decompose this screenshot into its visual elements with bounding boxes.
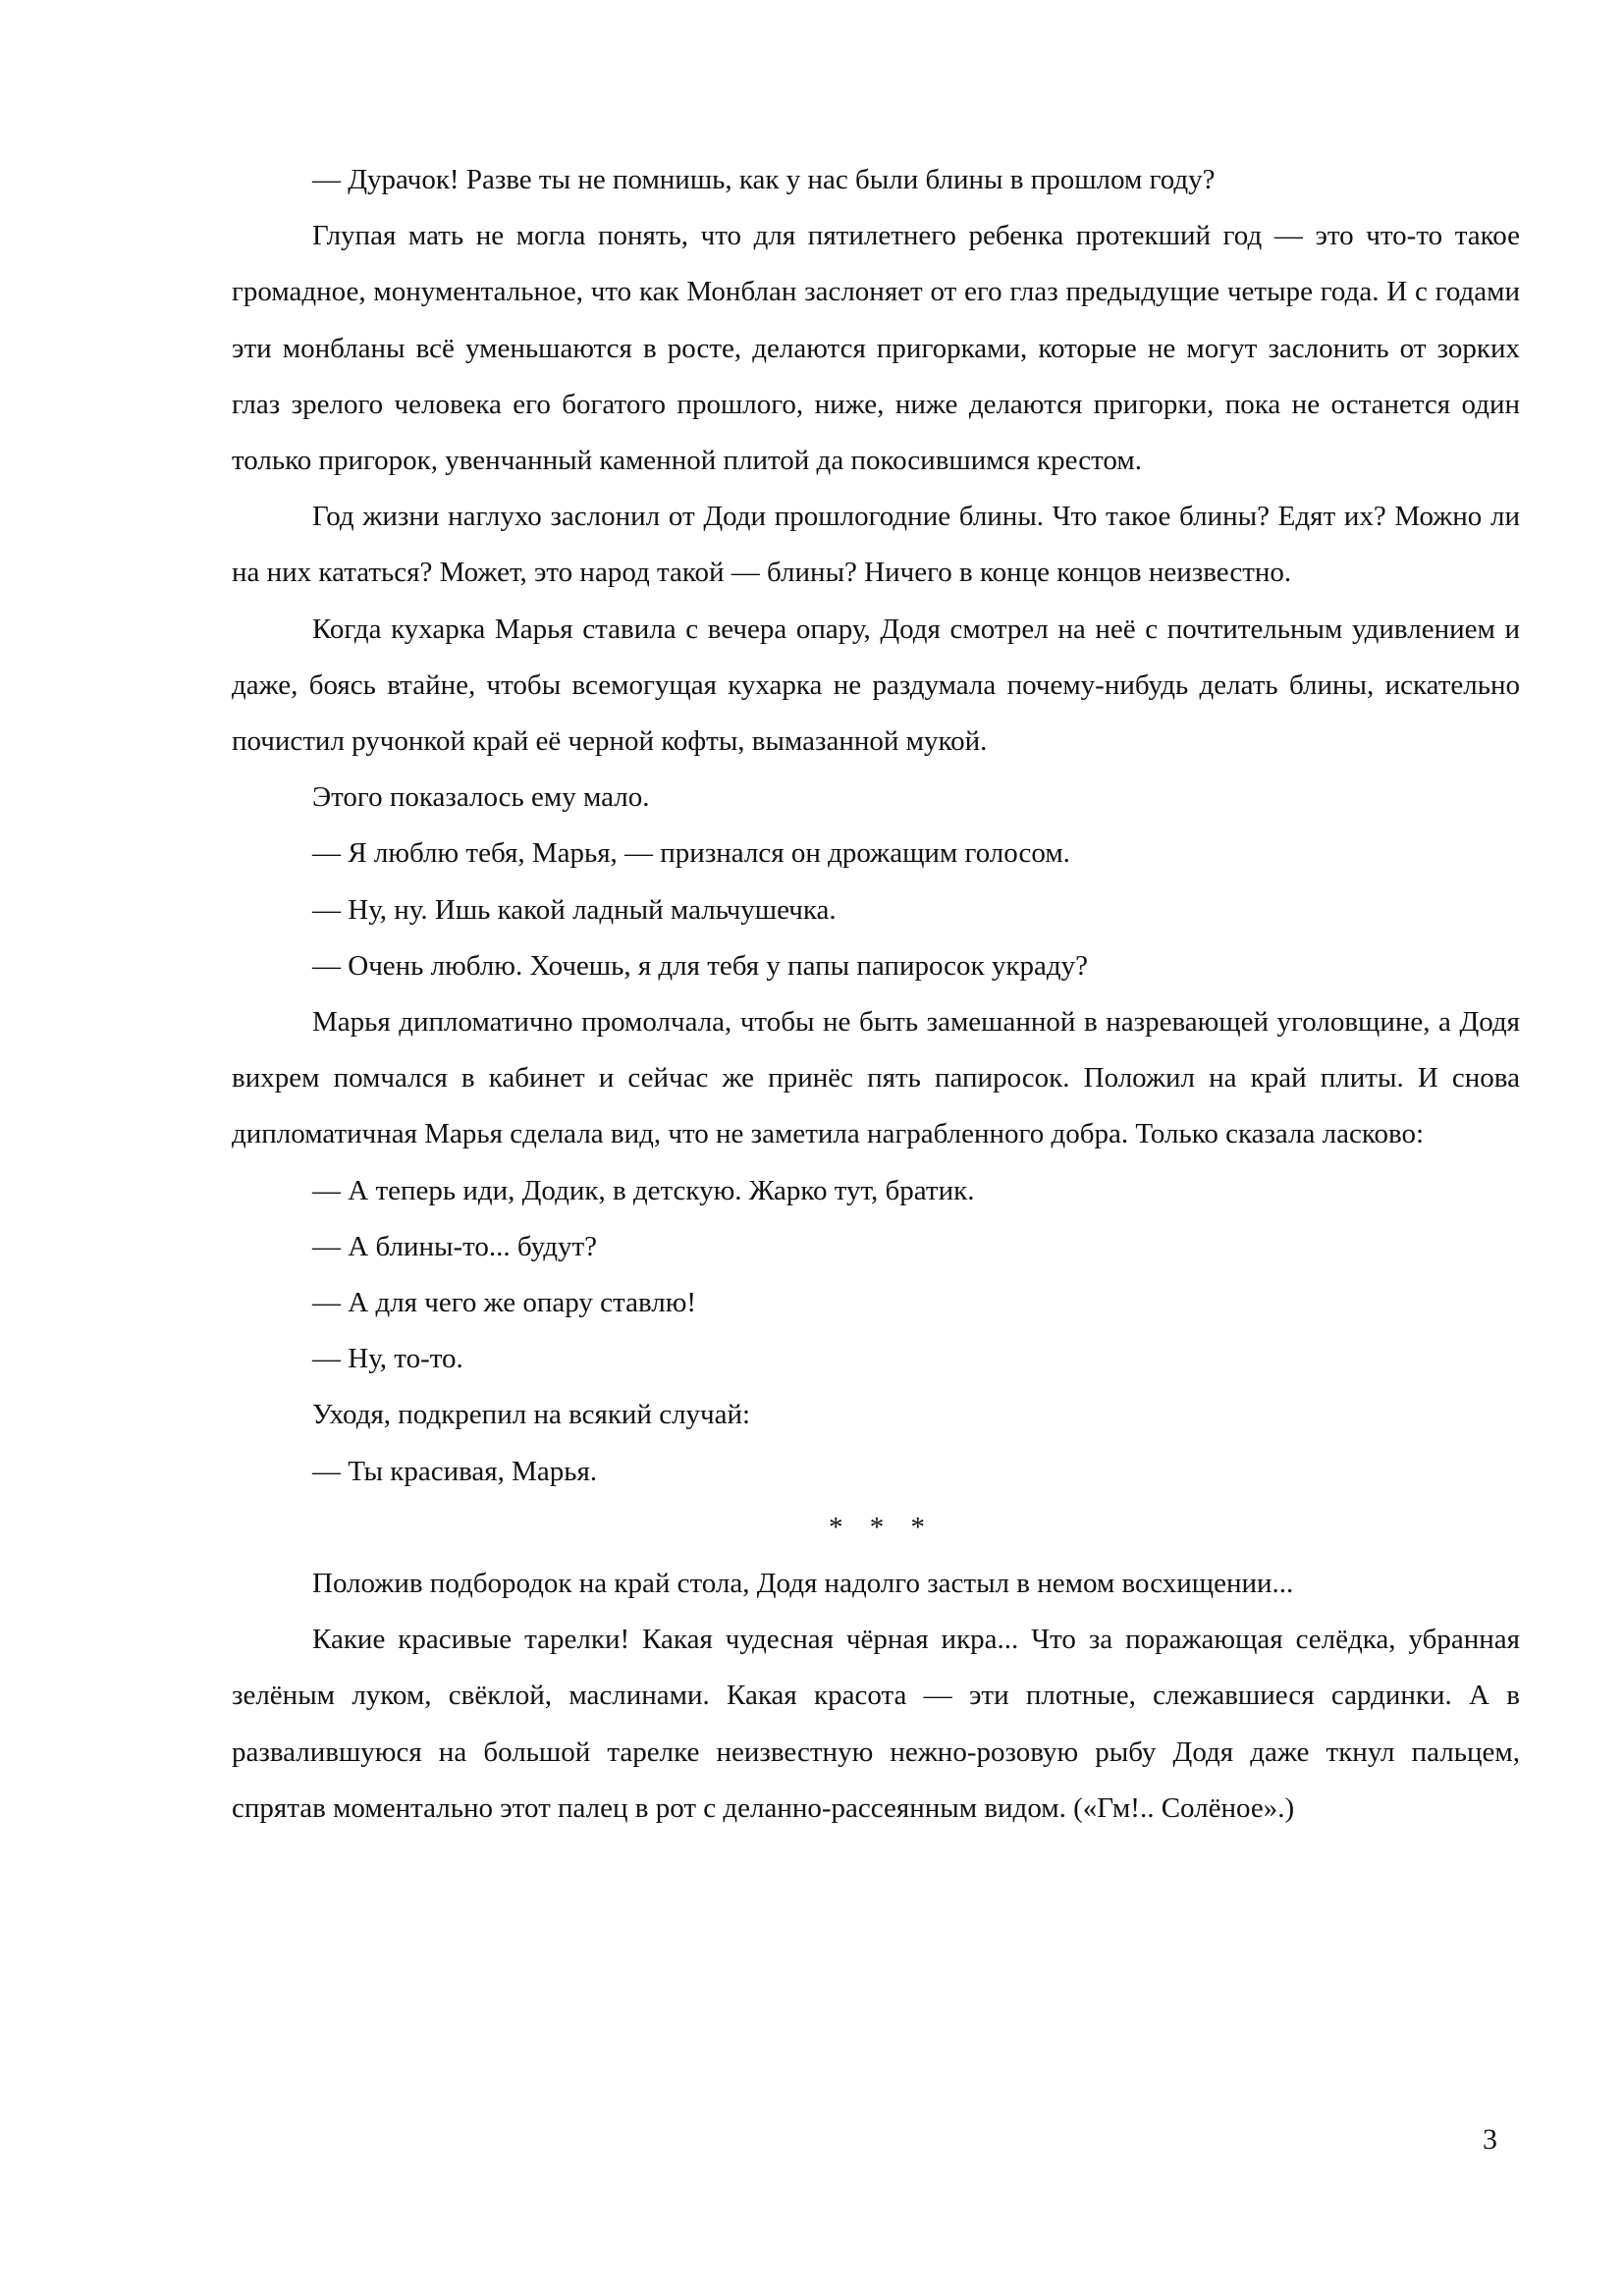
page-number: 3 [1483, 2123, 1497, 2156]
paragraph: Год жизни наглухо заслонил от Доди прошлогодние блины. Что такое блины? Едят их? Можно ли на них кататься? Может, это народ такой — блины? Ничего в конце концов неизвестно. [232, 501, 1520, 589]
paragraph: Марья дипломатично промолчала, чтобы не быть замешанной в назревающей уголовщине, а Додя вихрем помчался в кабинет и сейчас же принёс пять папиросок. Положил на край плиты. И снова дипломатичная Марья сделала вид, что не заметила награбленного добра. Только сказала ласково: [232, 1006, 1520, 1150]
paragraph: Этого показалось ему мало. [312, 781, 650, 814]
dialogue-line: — А теперь иди, Додик, в детскую. Жарко тут, братик. [312, 1174, 975, 1206]
paragraph: Положив подбородок на край стола, Додя надолго застыл в немом восхищении... [312, 1568, 1294, 1600]
dialogue-line: — А для чего же опару ставлю! [312, 1287, 697, 1319]
paragraph: — Дурачок! Разве ты не помнишь, как у нас были блины в прошлом году? [312, 164, 1216, 195]
dialogue-line: — Ты красивая, Марья. [312, 1455, 598, 1487]
paragraph: Уходя, подкрепил на всякий случай: [312, 1399, 751, 1431]
dialogue-line: — Ну, то-то. [312, 1343, 463, 1375]
document-page [232, 152, 1520, 1837]
section-separator: * * * [829, 1511, 935, 1543]
dialogue-line: — А блины-то... будут? [312, 1230, 598, 1262]
dialogue-line: — Я люблю тебя, Марья, — признался он дрожащим голосом. [312, 837, 1070, 870]
dialogue-line: — Ну, ну. Ишь какой ладный мальчушечка. [312, 893, 837, 926]
paragraph: Какие красивые тарелки! Какая чудесная чёрная икра... Что за поражающая селёдка, убранная зелёным луком, свёклой, маслинами. Какая красота — эти плотные, слежавшиеся сардинки. А в развалившуюся на большой тарелке неизвестную нежно-розовую рыбу Додя даже ткнул пальцем, спрятав моментально этот палец в рот с деланно-рассеянным видом. («Гм!.. Солёное».) [232, 1624, 1520, 1824]
paragraph: Глупая мать не могла понять, что для пятилетнего ребенка протекший год — это что-то такое громадное, монументальное, что как Монблан заслоняет от его глаз предыдущие четыре года. И с годами эти монбланы всё уменьшаются в росте, делаются пригорками, которые не могут заслонить от зорких глаз зрелого человека его богатого прошлого, ниже, ниже делаются пригорки, пока не останется один только пригорок, увенчанный каменной плитой да покосившимся крестом. [232, 220, 1520, 477]
dialogue-line: — Очень люблю. Хочешь, я для тебя у папы папиросок украду? [312, 949, 1088, 982]
paragraph: Когда кухарка Марья ставила с вечера опару, Додя смотрел на неё с почтительным удивлением и даже, боясь втайне, чтобы всемогущая кухарка не раздумала почему-нибудь делать блины, искательно почистил ручонкой край её черной кофты, вымазанной мукой. [232, 613, 1520, 758]
